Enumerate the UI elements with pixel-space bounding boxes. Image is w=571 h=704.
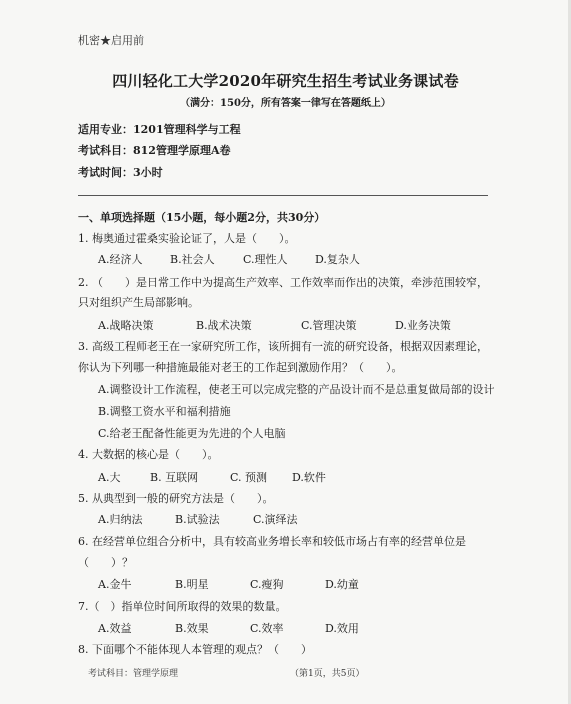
question-2-cont: 只对组织产生局部影响。 (78, 296, 199, 309)
question-4: 4. 大数据的核心是（ ）。 (78, 448, 219, 461)
option-7b: B.效果 (175, 622, 209, 635)
question-1: 1. 梅奥通过霍桑实验论证了，人是（ ）。 (78, 232, 296, 245)
question-8: 8. 下面哪个不能体现人本管理的观点？（ ） (78, 643, 312, 656)
option-7a: A.效益 (98, 622, 132, 635)
option-2d: D.业务决策 (395, 319, 451, 332)
footer-page-number: （第1页，共5页） (290, 669, 365, 679)
option-4a: A.大 (98, 471, 121, 484)
question-6-cont: （ ）？ (78, 556, 133, 569)
confidential-label: 机密★启用前 (78, 34, 144, 47)
question-2: 2. （ ）是日常工作中为提高生产效率、工作效率而作出的决策，牵涉范围较窄， (78, 276, 488, 289)
footer-subject: 考试科目：管理学原理 (88, 669, 179, 679)
question-6: 6. 在经营单位组合分析中，具有较高业务增长率和较低市场占有率的经营单位是 (78, 535, 466, 548)
option-6c: C.瘦狗 (250, 578, 284, 591)
option-2b: B.战术决策 (196, 319, 252, 332)
time-info: 考试时间：3小时 (78, 166, 163, 179)
exam-subtitle: （满分：150分，所有答案一律写在答题纸上） (180, 98, 391, 109)
option-2c: C.管理决策 (301, 319, 357, 332)
exam-title: 四川轻化工大学2020年研究生招生考试业务课试卷 (112, 72, 459, 90)
option-6d: D.幼童 (325, 578, 359, 591)
question-5: 5. 从典型到一般的研究方法是（ ）。 (78, 492, 274, 505)
subject-info: 考试科目：812管理学原理A卷 (78, 144, 231, 157)
option-1a: A.经济人 (98, 253, 143, 266)
question-7: 7.（ ）指单位时间所取得的效果的数量。 (78, 600, 287, 613)
section-heading: 一、单项选择题（15小题，每小题2分，共30分） (78, 211, 326, 224)
option-7c: C.效率 (250, 622, 284, 635)
option-3b: B.调整工资水平和福利措施 (98, 405, 231, 418)
divider (78, 195, 488, 196)
option-4d: D.软件 (292, 471, 326, 484)
major-info: 适用专业：1201管理科学与工程 (78, 123, 241, 136)
option-3a: A.调整设计工作流程，使老王可以完成完整的产品设计而不是总重复做局部的设计 (98, 383, 495, 396)
option-5a: A.归纳法 (98, 513, 143, 526)
option-4c: C. 预测 (230, 471, 268, 484)
option-3c: C.给老王配备性能更为先进的个人电脑 (98, 427, 286, 440)
option-6a: A.金牛 (98, 578, 132, 591)
question-3-cont: 你认为下列哪一种措施最能对老王的工作起到激励作用？（ ）。 (78, 361, 403, 374)
option-1d: D.复杂人 (315, 253, 360, 266)
option-6b: B.明星 (175, 578, 209, 591)
question-3: 3. 高级工程师老王在一家研究所工作，该所拥有一流的研究设备，根据双因素理论， (78, 340, 488, 353)
option-4b: B. 互联网 (150, 471, 199, 484)
option-2a: A.战略决策 (98, 319, 154, 332)
option-7d: D.效用 (325, 622, 359, 635)
option-5b: B.试验法 (175, 513, 220, 526)
option-1b: B.社会人 (170, 253, 215, 266)
option-1c: C.理性人 (243, 253, 288, 266)
option-5c: C.演绎法 (253, 513, 298, 526)
